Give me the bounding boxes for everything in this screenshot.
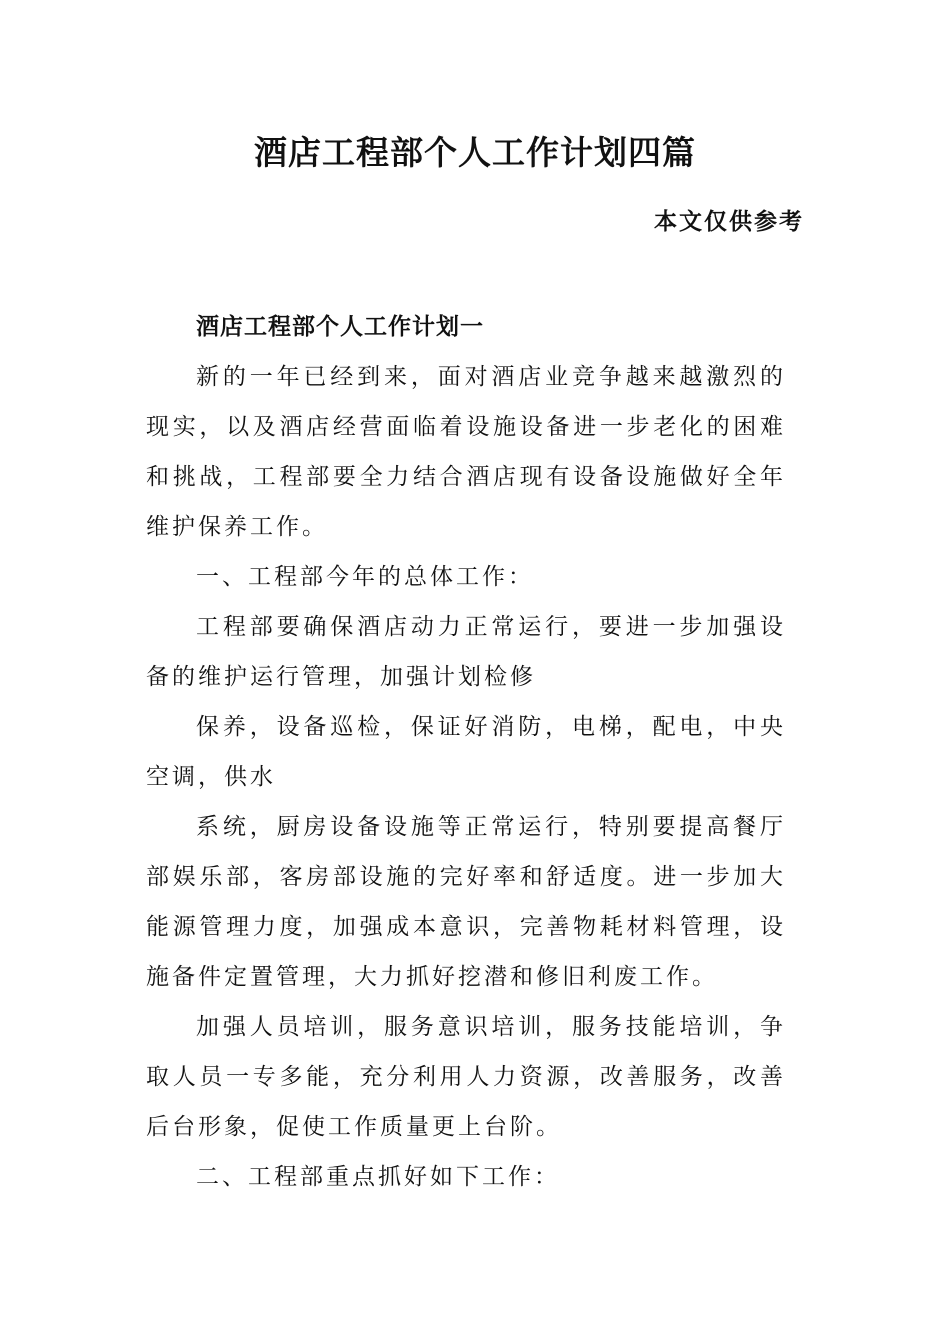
document-body xyxy=(146,302,786,1202)
paragraph-training: 加强人员培训，服务意识培训，服务技能培训，争取人员一专多能，充分利用人力资源，改善服务，改善后台形象，促使工作质量更上台阶。 xyxy=(146,1014,786,1140)
paragraph-intro: 新的一年已经到来，面对酒店业竞争越来越激烈的现实，以及酒店经营面临着设施设备进一步老化的困难和挑战，工程部要全力结合酒店现有设备设施做好全年维护保养工作。 xyxy=(146,364,786,540)
paragraph-maintenance: 保养，设备巡检，保证好消防，电梯，配电，中央空调，供水 xyxy=(146,714,786,790)
section-heading: 酒店工程部个人工作计划一 xyxy=(196,313,484,340)
reference-note: 本文仅供参考 xyxy=(654,208,804,235)
paragraph-key-work-heading: 二、工程部重点抓好如下工作： xyxy=(196,1164,560,1190)
paragraph-systems: 系统，厨房设备设施等正常运行，特别要提高餐厅部娱乐部，客房部设施的完好率和舒适度。进一步加大能源管理力度，加强成本意识，完善物耗材料管理，设施备件定置管理，大力抓好挖潜和修旧利废工作。 xyxy=(146,814,786,990)
paragraph-power-operation: 工程部要确保酒店动力正常运行，要进一步加强设备的维护运行管理，加强计划检修 xyxy=(146,614,786,690)
document-title: 酒店工程部个人工作计划四篇 xyxy=(254,133,696,172)
paragraph-overall-work-heading: 一、工程部今年的总体工作： xyxy=(196,564,534,590)
